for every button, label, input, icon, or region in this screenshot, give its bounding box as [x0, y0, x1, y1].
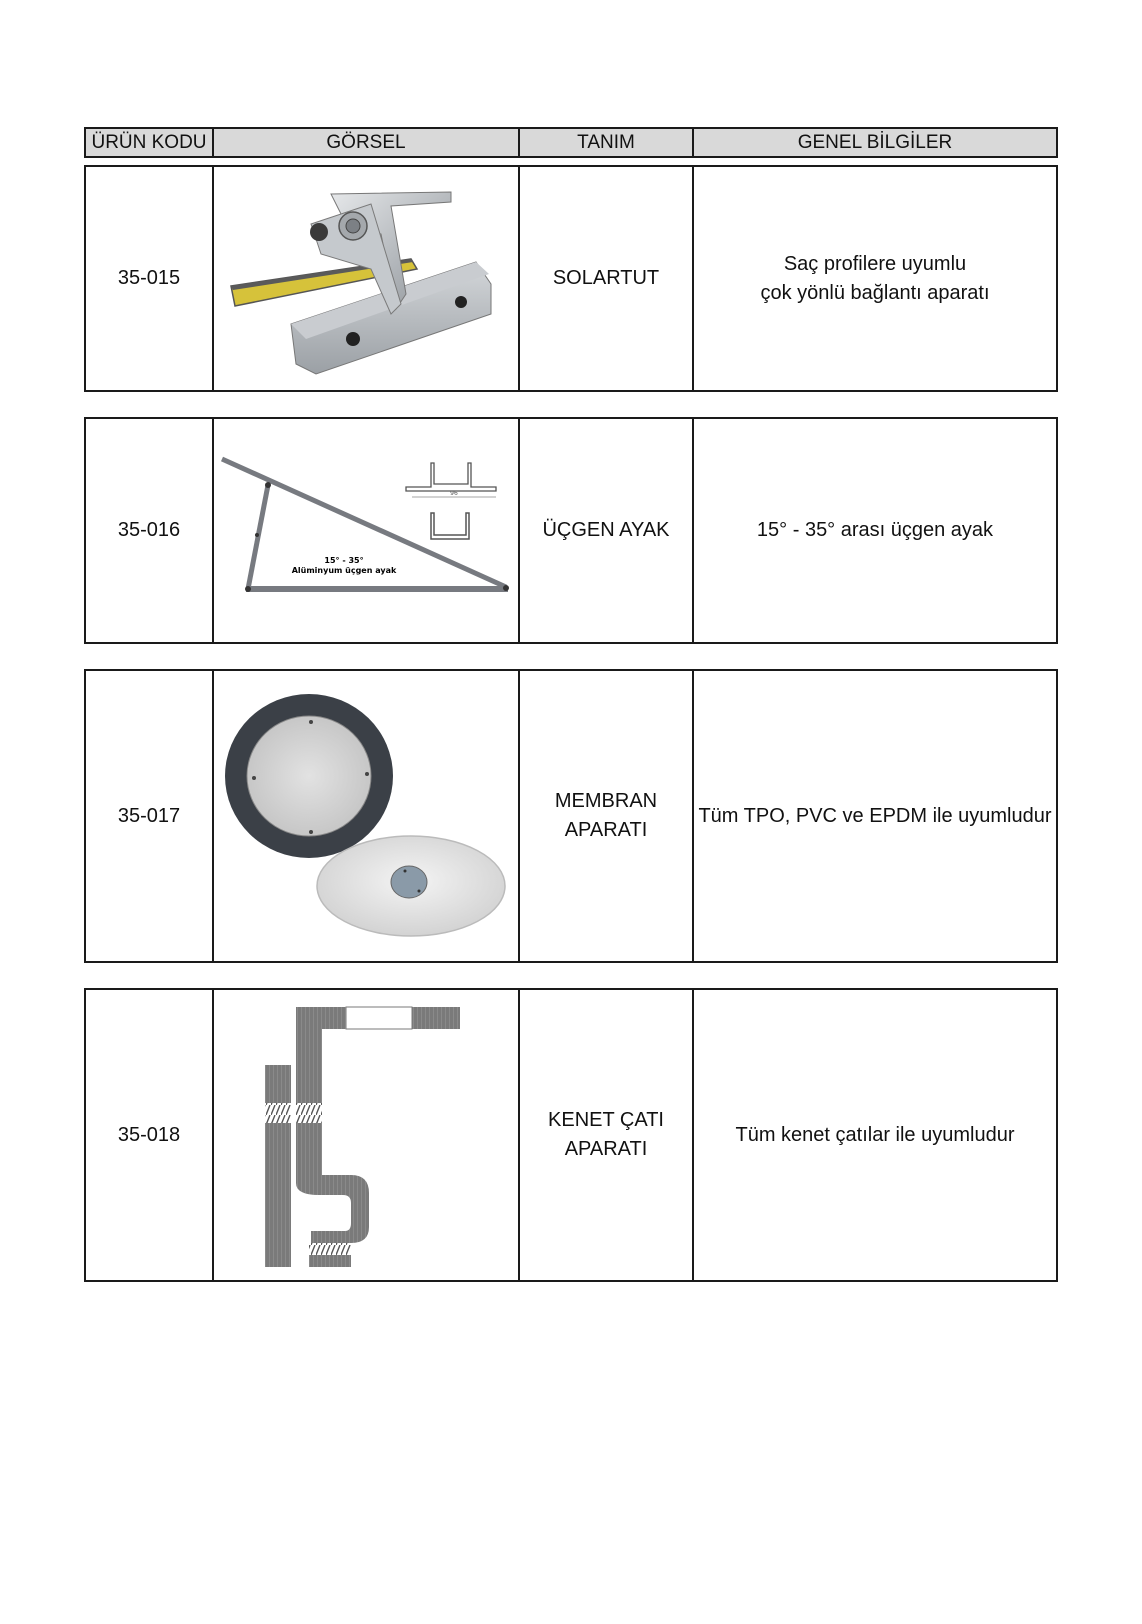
product-name: [520, 990, 694, 1280]
info-line: Saç profilere uyumlu: [783, 252, 967, 275]
product-code: 35-017: [86, 671, 214, 961]
info-line: çok yönlü bağlantı aparatı: [760, 281, 990, 304]
product-info: [694, 671, 1056, 961]
table-header: [84, 127, 1058, 158]
name-line: APARATI: [564, 819, 648, 841]
info-line: 15° - 35° arası üçgen ayak: [756, 519, 994, 541]
header-code: ÜRÜN KODU: [86, 129, 214, 156]
header-info: GENEL BİLGİLER: [694, 129, 1056, 156]
solar-clamp-bracket-photo: [214, 167, 520, 390]
product-name: SOLARTUT: [520, 167, 694, 390]
product-info: [694, 167, 1056, 390]
product-row: [84, 988, 1058, 1282]
info-line: Tüm TPO, PVC ve EPDM ile uyumludur: [698, 804, 1052, 827]
dimension-label: 96: [450, 489, 458, 497]
header-name: TANIM: [520, 129, 694, 156]
name-line: MEMBRAN: [554, 790, 658, 812]
angle-label: 15° - 35°: [324, 555, 364, 565]
name-line: KENET ÇATI: [548, 1109, 664, 1131]
standing-seam-clamp-drawing: [214, 990, 520, 1280]
product-info: [694, 419, 1056, 642]
product-row: [84, 165, 1058, 392]
triangle-mount-diagram: [214, 419, 520, 642]
product-code: 35-018: [86, 990, 214, 1280]
product-code: 35-016: [86, 419, 214, 642]
product-name: ÜÇGEN AYAK: [520, 419, 694, 642]
product-row: [84, 669, 1058, 963]
product-name: [520, 671, 694, 961]
product-info: [694, 990, 1056, 1280]
product-row: [84, 417, 1058, 644]
name-line: APARATI: [564, 1138, 648, 1160]
info-line: Tüm kenet çatılar ile uyumludur: [735, 1123, 1015, 1146]
product-code: 35-015: [86, 167, 214, 390]
material-label: Alüminyum üçgen ayak: [291, 565, 397, 575]
header-image: GÖRSEL: [214, 129, 520, 156]
membrane-disc-photo: [214, 671, 520, 961]
